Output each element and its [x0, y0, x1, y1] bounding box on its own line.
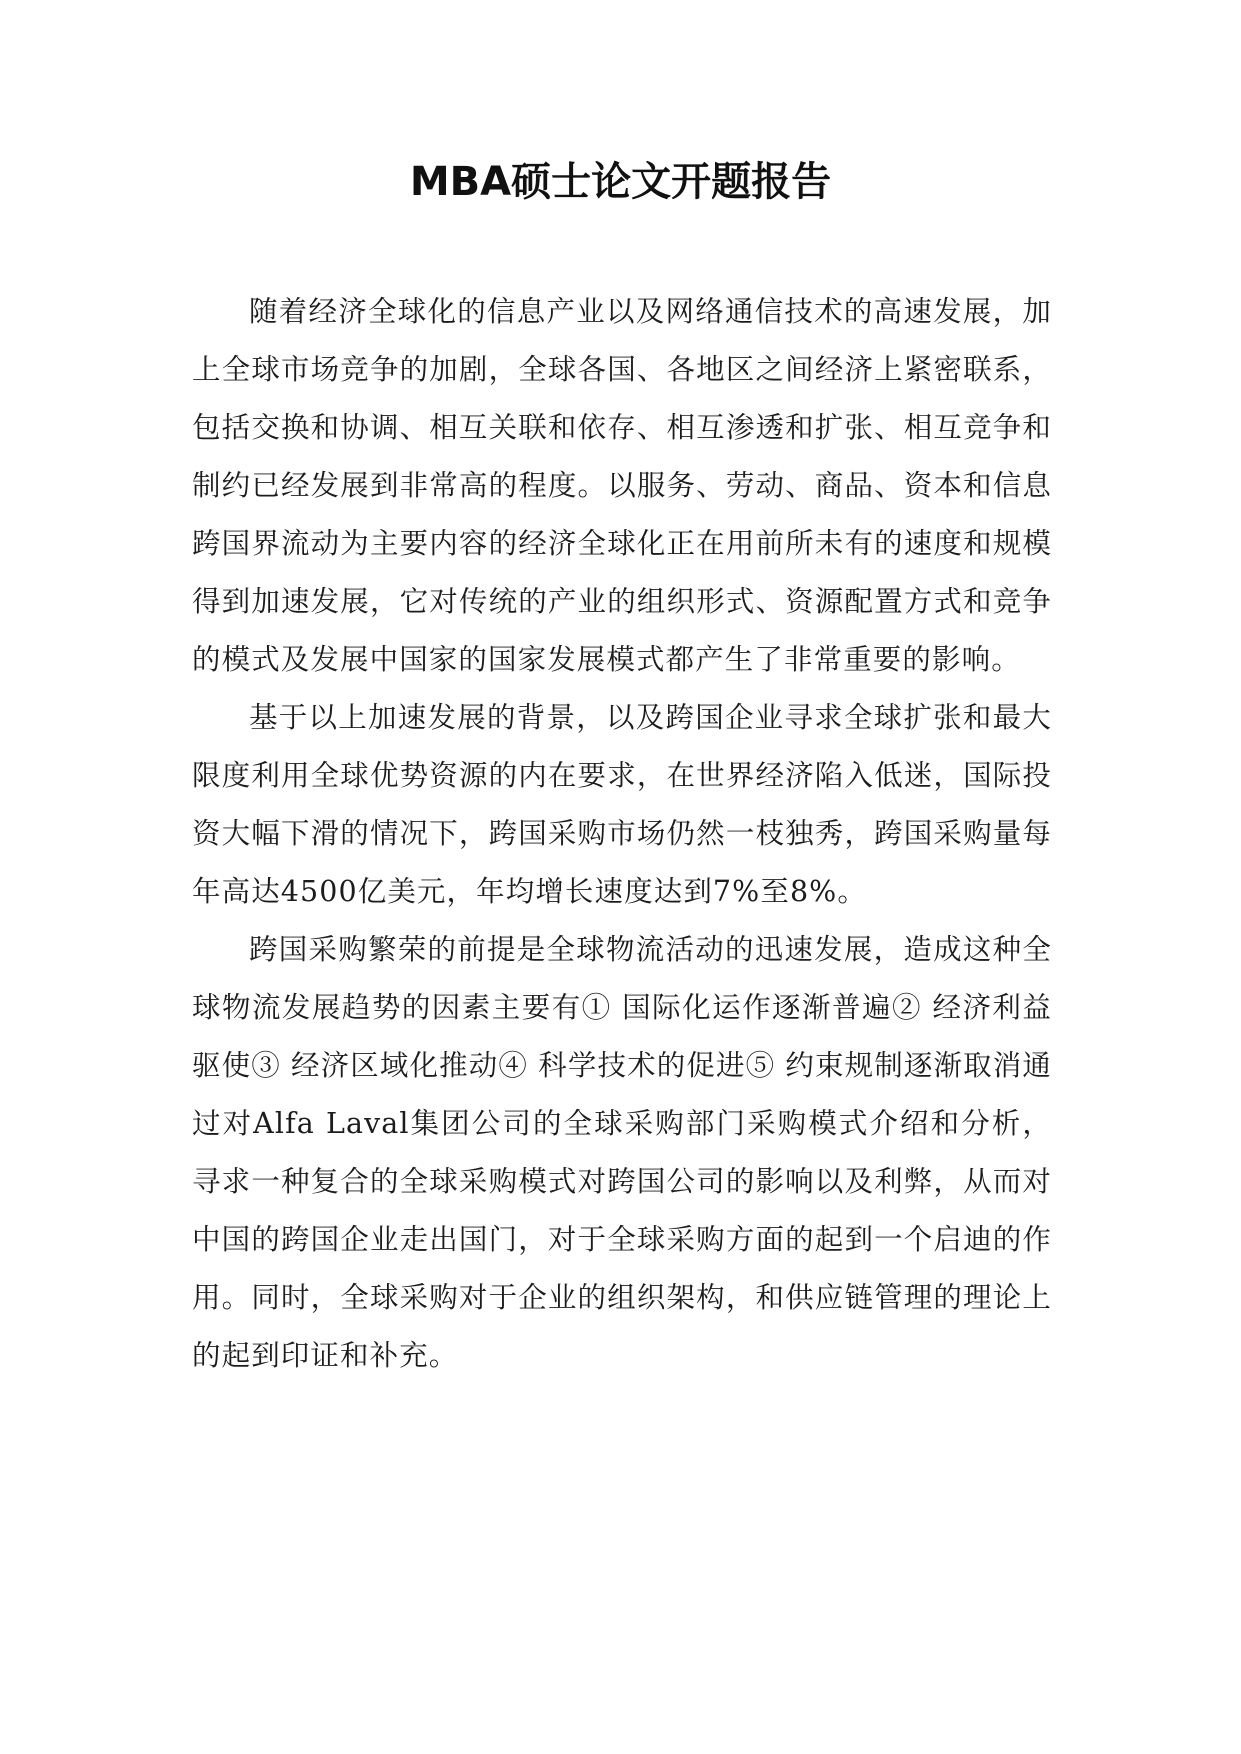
- document-title: MBA硕士论文开题报告: [409, 159, 832, 205]
- paragraph-procurement-market: 基于以上加速发展的背景，以及跨国企业寻求全球扩张和最大限度利用全球优势资源的内在要求，在世界经济陷入低迷，国际投资大幅下滑的情况下，跨国采购市场仍然一枝独秀，跨国采购量每年高达4500亿美元，年均增长速度达到7%至8%。: [192, 701, 1052, 908]
- paragraph-background: 随着经济全球化的信息产业以及网络通信技术的高速发展，加上全球市场竞争的加剧，全球各国、各地区之间经济上紧密联系，包括交换和协调、相互关联和依存、相互渗透和扩张、相互竞争和制约已经发展到非常高的程度。以服务、劳动、商品、资本和信息跨国界流动为主要内容的经济全球化正在用前所未有的速度和规模得到加速发展，它对传统的产业的组织形式、资源配置方式和竞争的模式及发展中国家的国家发展模式都产生了非常重要的影响。: [192, 295, 1052, 676]
- document-body: [192, 283, 1052, 1385]
- paragraph-logistics-factors: 跨国采购繁荣的前提是全球物流活动的迅速发展，造成这种全球物流发展趋势的因素主要有① 国际化运作逐渐普遍② 经济利益驱使③ 经济区域化推动④ 科学技术的促进⑤ 约束规制逐渐取消通过对Alfa Laval集团公司的全球采购部门采购模式介绍和分析，寻求一种复合的全球采购模式对跨国公司的影响以及利弊，从而对中国的跨国企业走出国门，对于全球采购方面的起到一个启迪的作用。同时，全球采购对于企业的组织架构，和供应链管理的理论上的起到印证和补充。: [192, 933, 1052, 1372]
